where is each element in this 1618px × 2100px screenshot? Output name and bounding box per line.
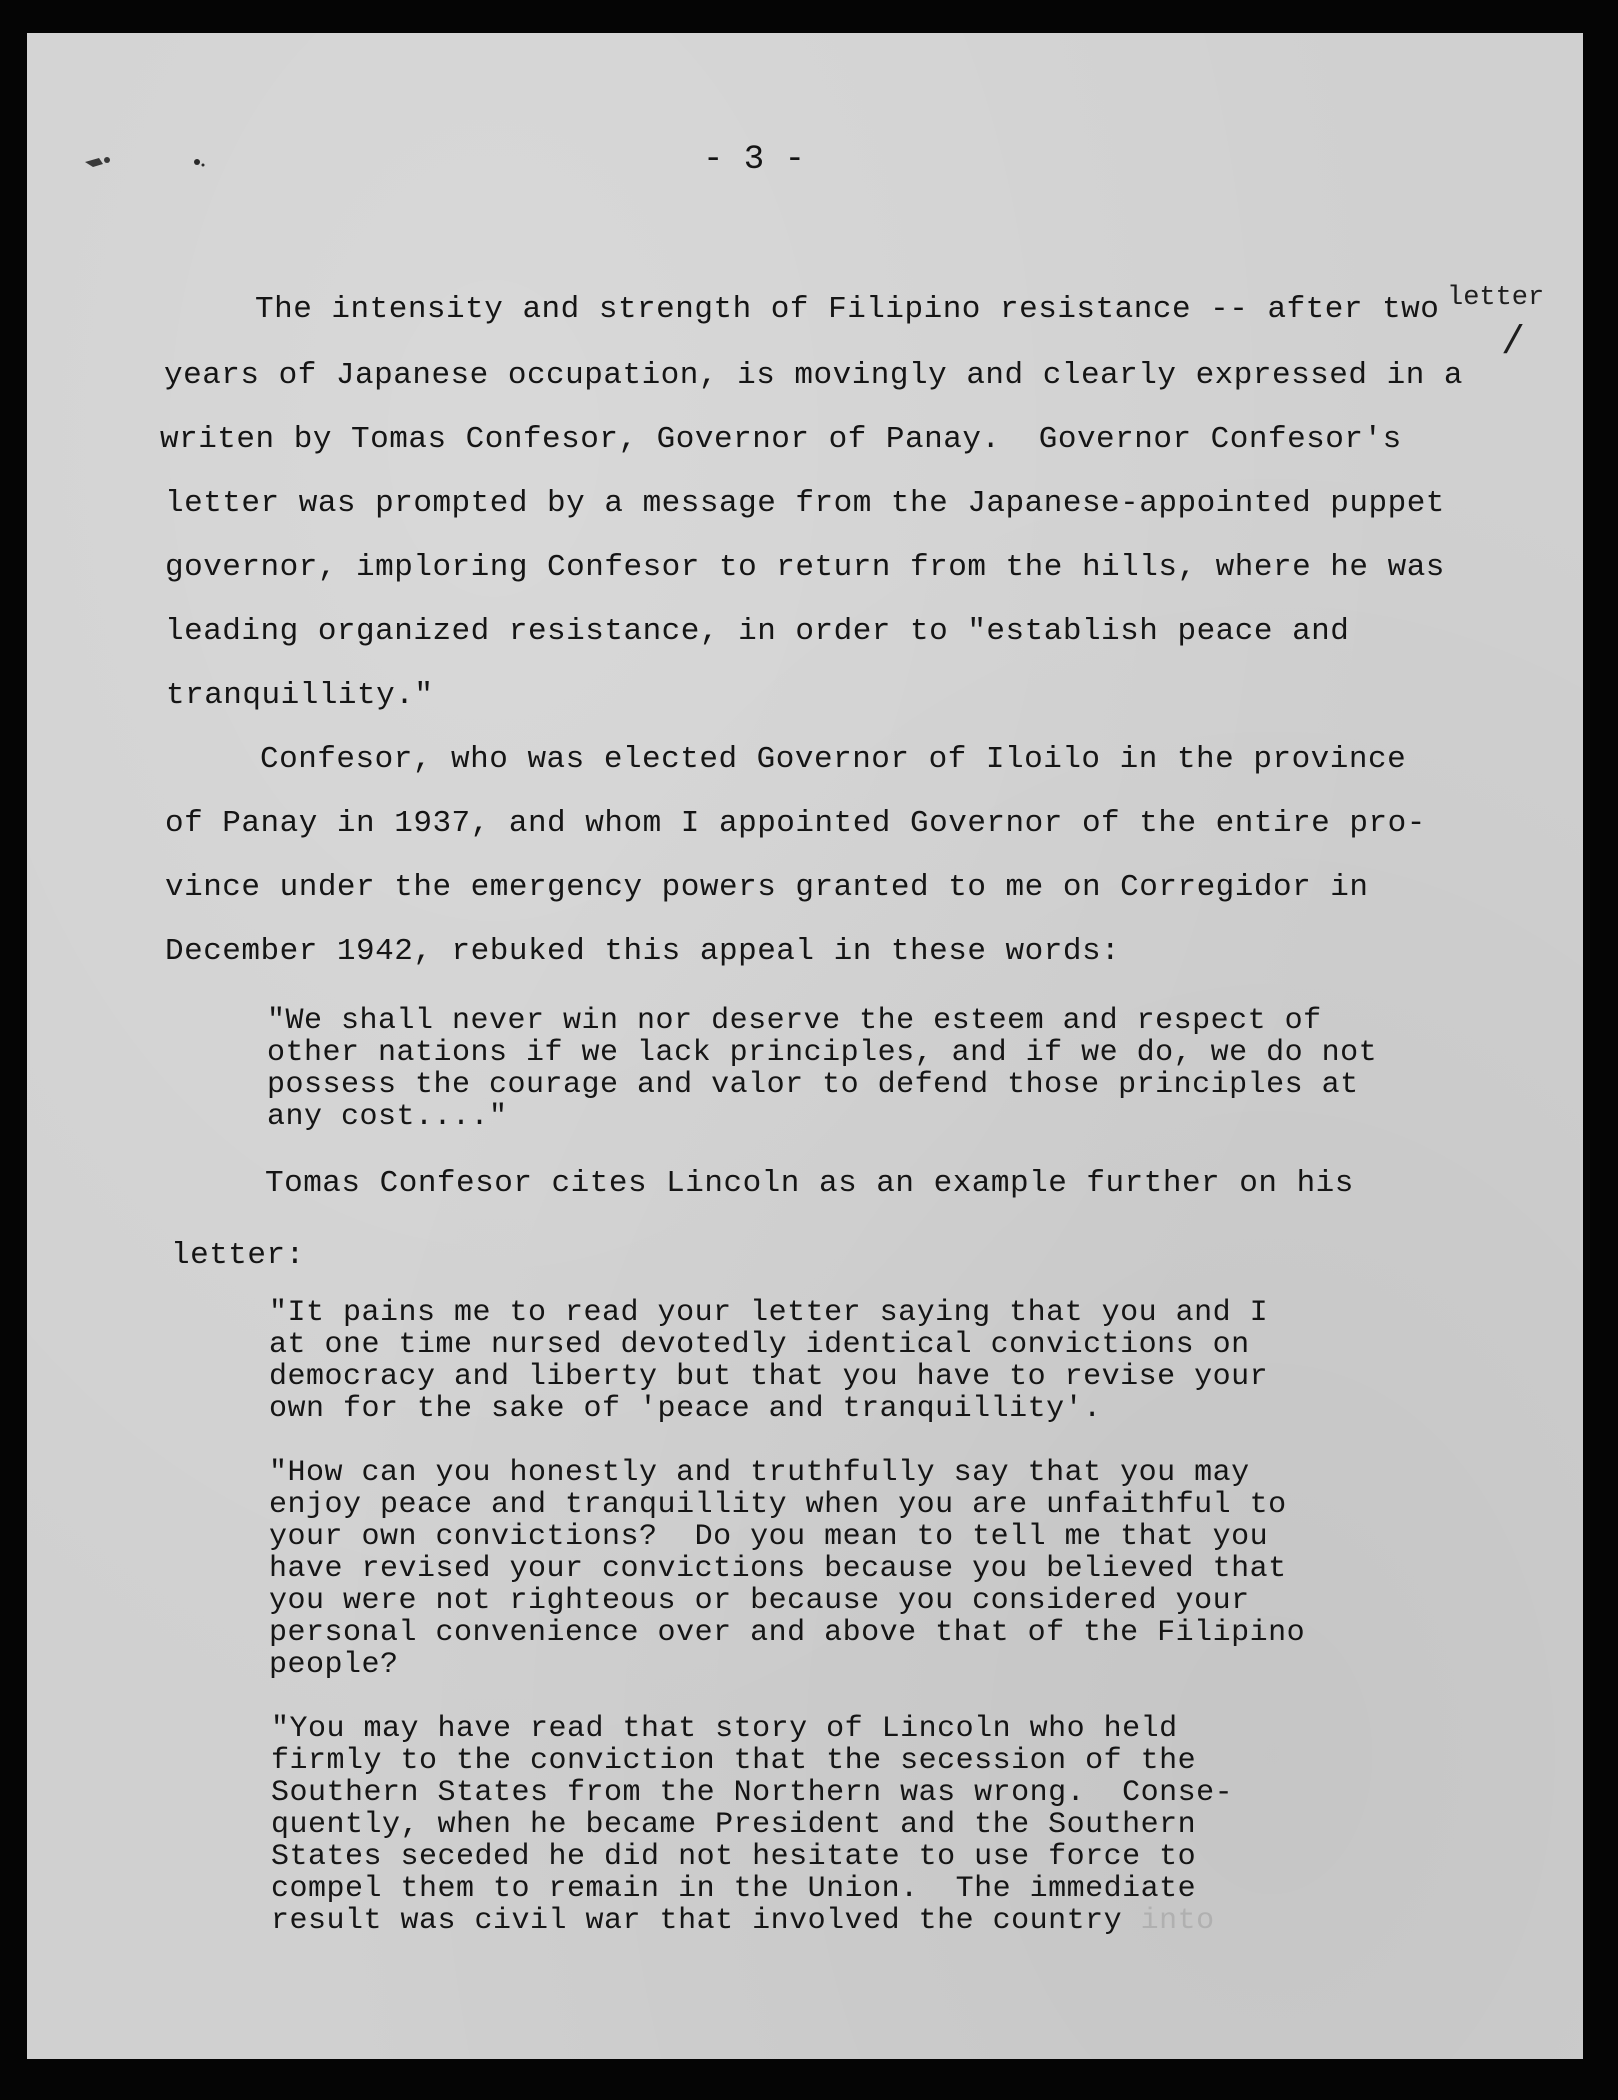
quote2-line-1: "It pains me to read your letter saying that you and I bbox=[269, 1296, 1269, 1330]
paragraph3-line-1: Tomas Confesor cites Lincoln as an example further on his bbox=[265, 1166, 1354, 1201]
quote4-line-1: "You may have read that story of Lincoln who held bbox=[271, 1712, 1178, 1746]
quote3-line-2: enjoy peace and tranquillity when you are unfaithful to bbox=[269, 1488, 1287, 1522]
quote4-line-7 bbox=[271, 1905, 1215, 1937]
quote3-line-4: have revised your convictions because you believed that bbox=[269, 1552, 1287, 1586]
paragraph1-line-2: years of Japanese occupation, is movingly and clearly expressed in a bbox=[164, 358, 1464, 393]
paragraph2-line-4: December 1942, rebuked this appeal in these words: bbox=[165, 934, 1121, 969]
document-page bbox=[27, 33, 1583, 2059]
handwritten-insert-letter: letter bbox=[1447, 283, 1545, 313]
quote1-line-1: "We shall never win nor deserve the esteem and respect of bbox=[267, 1004, 1322, 1038]
paragraph1-line-5: governor, imploring Confesor to return from the hills, where he was bbox=[165, 550, 1445, 585]
quote3-line-3: your own convictions? Do you mean to tell me that you bbox=[269, 1520, 1269, 1554]
paragraph1-line-4: letter was prompted by a message from the Japanese-appointed puppet bbox=[165, 486, 1445, 521]
paragraph1-line-6: leading organized resistance, in order to "establish peace and bbox=[165, 614, 1350, 649]
paragraph2-line-1: Confesor, who was elected Governor of Iloilo in the province bbox=[260, 742, 1407, 777]
quote4-line-5: States seceded he did not hesitate to use force to bbox=[271, 1840, 1197, 1874]
quote3-line-6: personal convenience over and above that of the Filipino bbox=[269, 1616, 1306, 1650]
paragraph2-line-2: of Panay in 1937, and whom I appointed Governor of the entire pro- bbox=[165, 806, 1426, 841]
paragraph3-line-2: letter: bbox=[171, 1238, 305, 1273]
quote2-line-4: own for the sake of 'peace and tranquillity'. bbox=[269, 1392, 1102, 1426]
quote1-line-3: possess the courage and valor to defend those principles at bbox=[267, 1068, 1359, 1102]
quote4-line-4: quently, when he became President and the Southern bbox=[271, 1808, 1197, 1842]
page-number: - 3 - bbox=[703, 141, 806, 179]
quote1-line-4: any cost...." bbox=[267, 1100, 508, 1134]
insert-caret-mark: / bbox=[1501, 321, 1526, 366]
faded-text: into bbox=[1140, 1904, 1215, 1938]
paragraph1-line-7: tranquillity." bbox=[166, 678, 434, 713]
quote4-line-3: Southern States from the Northern was wrong. Conse- bbox=[271, 1776, 1234, 1810]
quote3-line-7: people? bbox=[269, 1648, 399, 1682]
quote4-line-2: firmly to the conviction that the secession of the bbox=[271, 1744, 1197, 1778]
quote1-line-2: other nations if we lack principles, and if we do, we do not bbox=[267, 1036, 1378, 1070]
paragraph1-line-1: The intensity and strength of Filipino resistance -- after two bbox=[255, 292, 1440, 327]
quote2-line-3: democracy and liberty but that you have to revise your bbox=[269, 1360, 1269, 1394]
quote4-line-7-text: result was civil war that involved the country bbox=[271, 1904, 1141, 1938]
paragraph1-line-3: writen by Tomas Confesor, Governor of Panay. Governor Confesor's bbox=[160, 422, 1402, 457]
quote3-line-1: "How can you honestly and truthfully say that you may bbox=[269, 1456, 1250, 1490]
quote2-line-2: at one time nursed devotedly identical convictions on bbox=[269, 1328, 1250, 1362]
ink-specks-mark bbox=[77, 128, 227, 188]
paragraph2-line-3: vince under the emergency powers granted to me on Corregidor in bbox=[165, 870, 1369, 905]
quote3-line-5: you were not righteous or because you considered your bbox=[269, 1584, 1250, 1618]
quote4-line-6: compel them to remain in the Union. The immediate bbox=[271, 1872, 1197, 1906]
